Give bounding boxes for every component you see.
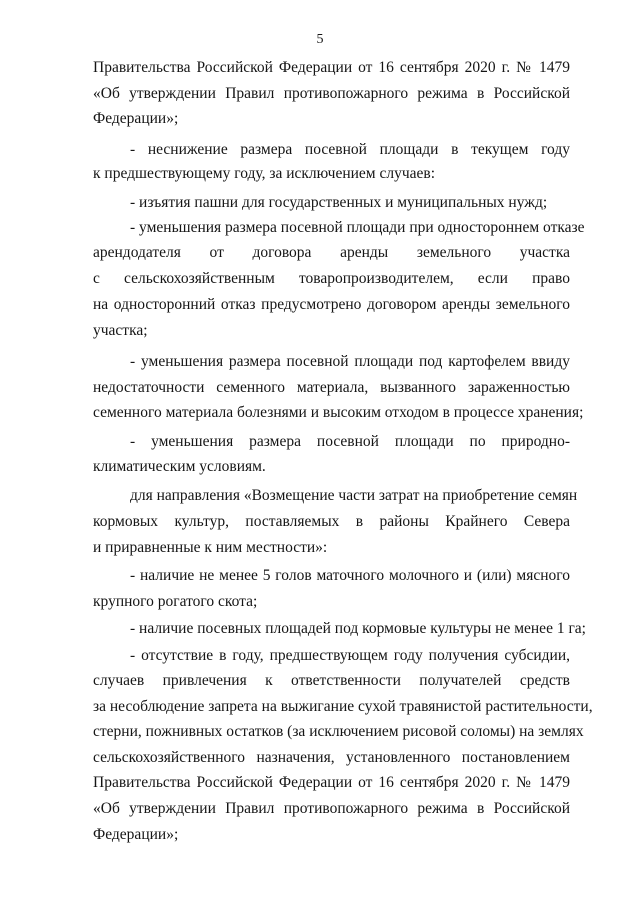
text-line: с сельскохозяйственным товаропроизводителем, если право (93, 270, 570, 287)
text-line: кормовых культур, поставляемых в районы Крайнего Севера (93, 513, 570, 530)
text-line: - наличие посевных площадей под кормовые культуры не менее 1 га; (130, 620, 586, 637)
text-line: Федерации»; (93, 110, 179, 127)
text-line: и приравненные к ним местности»: (93, 539, 328, 556)
text-line: «Об утверждении Правил противопожарного режима в Российской (93, 85, 570, 102)
text-line: сельскохозяйственного назначения, установленного постановлением (93, 749, 570, 766)
text-line: недостаточности семенного материала, вызванного зараженностью (93, 379, 570, 396)
text-line: случаев привлечения к ответственности получателей средств (93, 672, 570, 689)
text-line: участка; (93, 322, 148, 339)
text-line: - изъятия пашни для государственных и муниципальных нужд; (130, 194, 548, 211)
text-line: к предшествующему году, за исключением случаев: (93, 165, 436, 182)
text-line: арендодателя от договора аренды земельного участка (93, 244, 570, 261)
text-line: на односторонний отказ предусмотрено договором аренды земельного (93, 296, 570, 313)
text-line: для направления «Возмещение части затрат на приобретение семян (130, 487, 578, 504)
text-line: семенного материала болезнями и высоким отходом в процессе хранения; (93, 404, 584, 421)
text-line: Федерации»; (93, 826, 179, 843)
text-line: за несоблюдение запрета на выжигание сухой травянистой растительности, (93, 698, 593, 715)
page-number: 5 (316, 32, 324, 47)
text-line: крупного рогатого скота; (93, 593, 258, 610)
text-line: - уменьшения размера посевной площади под картофелем ввиду (130, 353, 570, 370)
text-line: - уменьшения размера посевной площади по природно- (130, 433, 570, 450)
text-line: - наличие не менее 5 голов маточного молочного и (или) мясного (130, 567, 570, 584)
text-line: - отсутствие в году, предшествующем году получения субсидии, (130, 647, 570, 664)
text-line: - неснижение размера посевной площади в текущем году (130, 141, 570, 158)
text-line: климатическим условиям. (93, 458, 266, 475)
text-line: - уменьшения размера посевной площади при одностороннем отказе (130, 219, 585, 236)
text-line: «Об утверждении Правил противопожарного режима в Российской (93, 800, 570, 817)
text-line: стерни, пожнивных остатков (за исключением рисовой соломы) на землях (93, 723, 584, 740)
text-line: Правительства Российской Федерации от 16 сентября 2020 г. № 1479 (93, 774, 570, 791)
text-line: Правительства Российской Федерации от 16 сентября 2020 г. № 1479 (93, 59, 570, 76)
